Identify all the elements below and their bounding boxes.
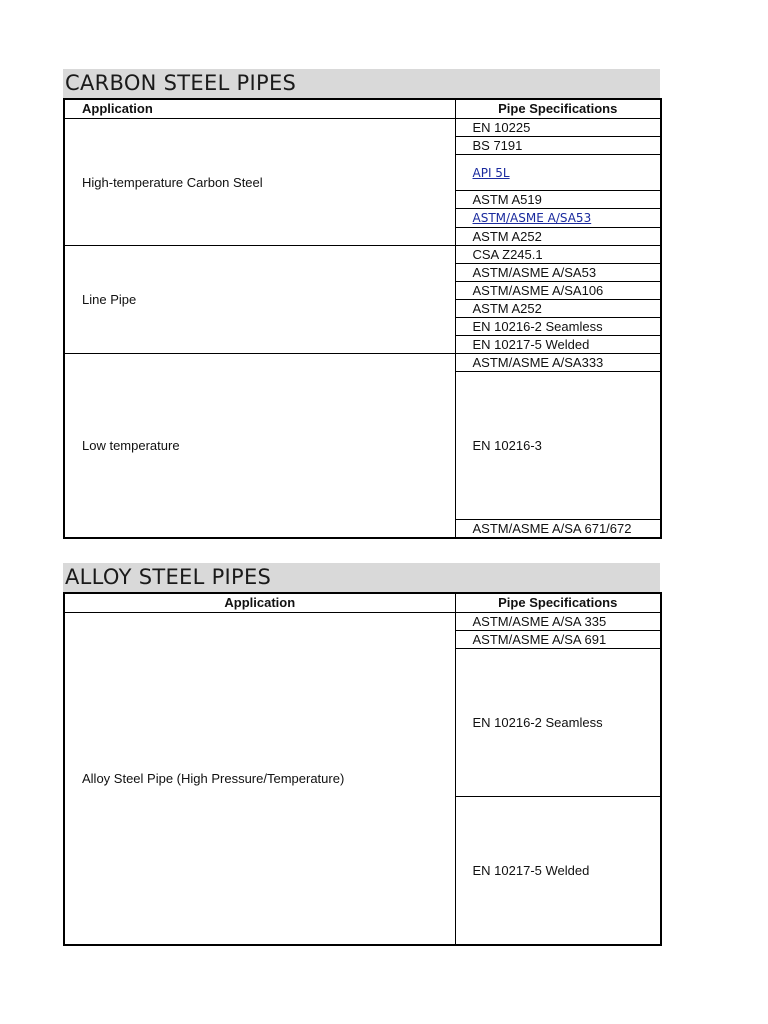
spec-cell [455,209,661,228]
alloy-steel-title: ALLOY STEEL PIPES [63,563,660,592]
alloy-steel-section [63,563,660,946]
table-header-row [64,99,661,119]
spec-cell: EN 10216-2 Seamless [455,318,661,336]
spec-cell: ASTM/ASME A/SA 671/672 [455,520,661,539]
carbon-steel-title: CARBON STEEL PIPES [63,69,660,98]
application-cell: Alloy Steel Pipe (High Pressure/Temperature) [64,613,455,946]
spec-cell: EN 10216-2 Seamless [455,649,661,797]
spec-cell [455,155,661,191]
table-row [64,613,661,631]
table-row [64,354,661,372]
spec-cell: ASTM A252 [455,228,661,246]
header-pipe-specifications: Pipe Specifications [455,99,661,119]
header-pipe-specifications: Pipe Specifications [455,593,661,613]
application-cell: Line Pipe [64,246,455,354]
spec-cell: EN 10225 [455,119,661,137]
spec-cell: CSA Z245.1 [455,246,661,264]
carbon-steel-section [63,69,660,539]
header-application: Application [64,99,455,119]
spec-cell: ASTM/ASME A/SA106 [455,282,661,300]
api-5l-link[interactable]: API 5L [472,165,510,180]
spec-cell: EN 10216-3 [455,372,661,520]
spec-cell: EN 10217-5 Welded [455,797,661,946]
spec-cell: ASTM/ASME A/SA333 [455,354,661,372]
spec-cell: EN 10217-5 Welded [455,336,661,354]
alloy-steel-table [63,592,662,946]
astm-asme-sa53-link[interactable]: ASTM/ASME A/SA53 [472,211,592,225]
table-row [64,119,661,137]
table-header-row [64,593,661,613]
table-row [64,246,661,264]
spec-cell: ASTM/ASME A/SA 691 [455,631,661,649]
spec-cell: ASTM A252 [455,300,661,318]
spec-cell: ASTM/ASME A/SA 335 [455,613,661,631]
application-cell: High-temperature Carbon Steel [64,119,455,246]
spec-cell: ASTM A519 [455,191,661,209]
spec-cell: BS 7191 [455,137,661,155]
application-cell: Low temperature [64,354,455,539]
header-application: Application [64,593,455,613]
carbon-steel-table [63,98,662,539]
spec-cell: ASTM/ASME A/SA53 [455,264,661,282]
